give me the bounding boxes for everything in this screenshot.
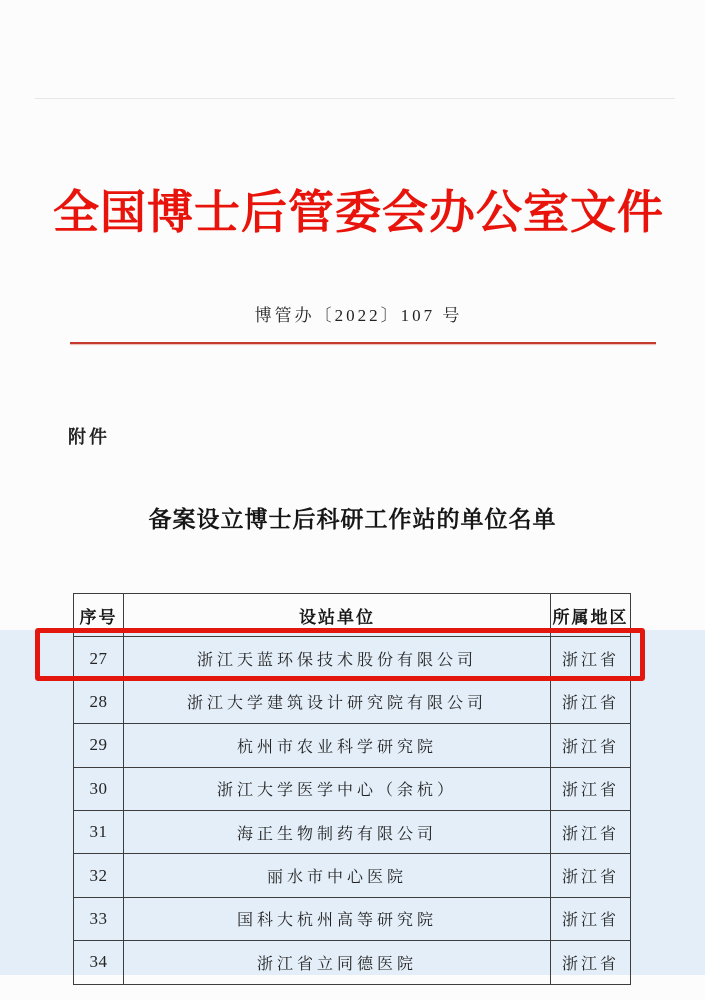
unit-name: 国科大杭州高等研究院 (124, 897, 551, 940)
unit-name: 浙江天蓝环保技术股份有限公司 (124, 637, 551, 680)
row-serial: 31 (74, 810, 124, 853)
table-row-28 (74, 680, 631, 723)
region-name: 浙江省 (551, 724, 631, 767)
region-name: 浙江省 (551, 810, 631, 853)
scan-artifact-line (35, 98, 675, 99)
table-row-32 (74, 854, 631, 897)
row-serial: 32 (74, 854, 124, 897)
region-name: 浙江省 (551, 637, 631, 680)
region-name: 浙江省 (551, 897, 631, 940)
region-name: 浙江省 (551, 941, 631, 984)
column-header-serial: 序号 (74, 594, 124, 637)
table-row-30 (74, 767, 631, 810)
unit-name: 浙江大学医学中心（余杭） (124, 767, 551, 810)
table-title: 备案设立博士后科研工作站的单位名单 (148, 507, 557, 532)
table-row-34 (74, 941, 631, 984)
region-name: 浙江省 (551, 767, 631, 810)
region-name: 浙江省 (551, 680, 631, 723)
region-name: 浙江省 (551, 854, 631, 897)
unit-name: 浙江大学建筑设计研究院有限公司 (124, 680, 551, 723)
row-serial: 33 (74, 897, 124, 940)
row-serial: 27 (74, 637, 124, 680)
document-number: 博管办〔2022〕107 号 (254, 306, 463, 325)
table-row-27 (74, 637, 631, 680)
column-header-unit: 设站单位 (124, 594, 551, 637)
unit-name: 丽水市中心医院 (124, 854, 551, 897)
unit-name: 海正生物制药有限公司 (124, 810, 551, 853)
units-table (73, 593, 631, 985)
table-row-33 (74, 897, 631, 940)
table-row-29 (74, 724, 631, 767)
document-title: 全国博士后管委会办公室文件 (53, 187, 664, 238)
row-serial: 34 (74, 941, 124, 984)
unit-name: 杭州市农业科学研究院 (124, 724, 551, 767)
table-row-31 (74, 810, 631, 853)
column-header-region: 所属地区 (551, 594, 631, 637)
row-serial: 29 (74, 724, 124, 767)
table-header-row (74, 594, 631, 637)
row-serial: 30 (74, 767, 124, 810)
row-serial: 28 (74, 680, 124, 723)
attachment-label: 附件 (68, 427, 110, 447)
red-divider-line (70, 342, 656, 344)
unit-name: 浙江省立同德医院 (124, 941, 551, 984)
